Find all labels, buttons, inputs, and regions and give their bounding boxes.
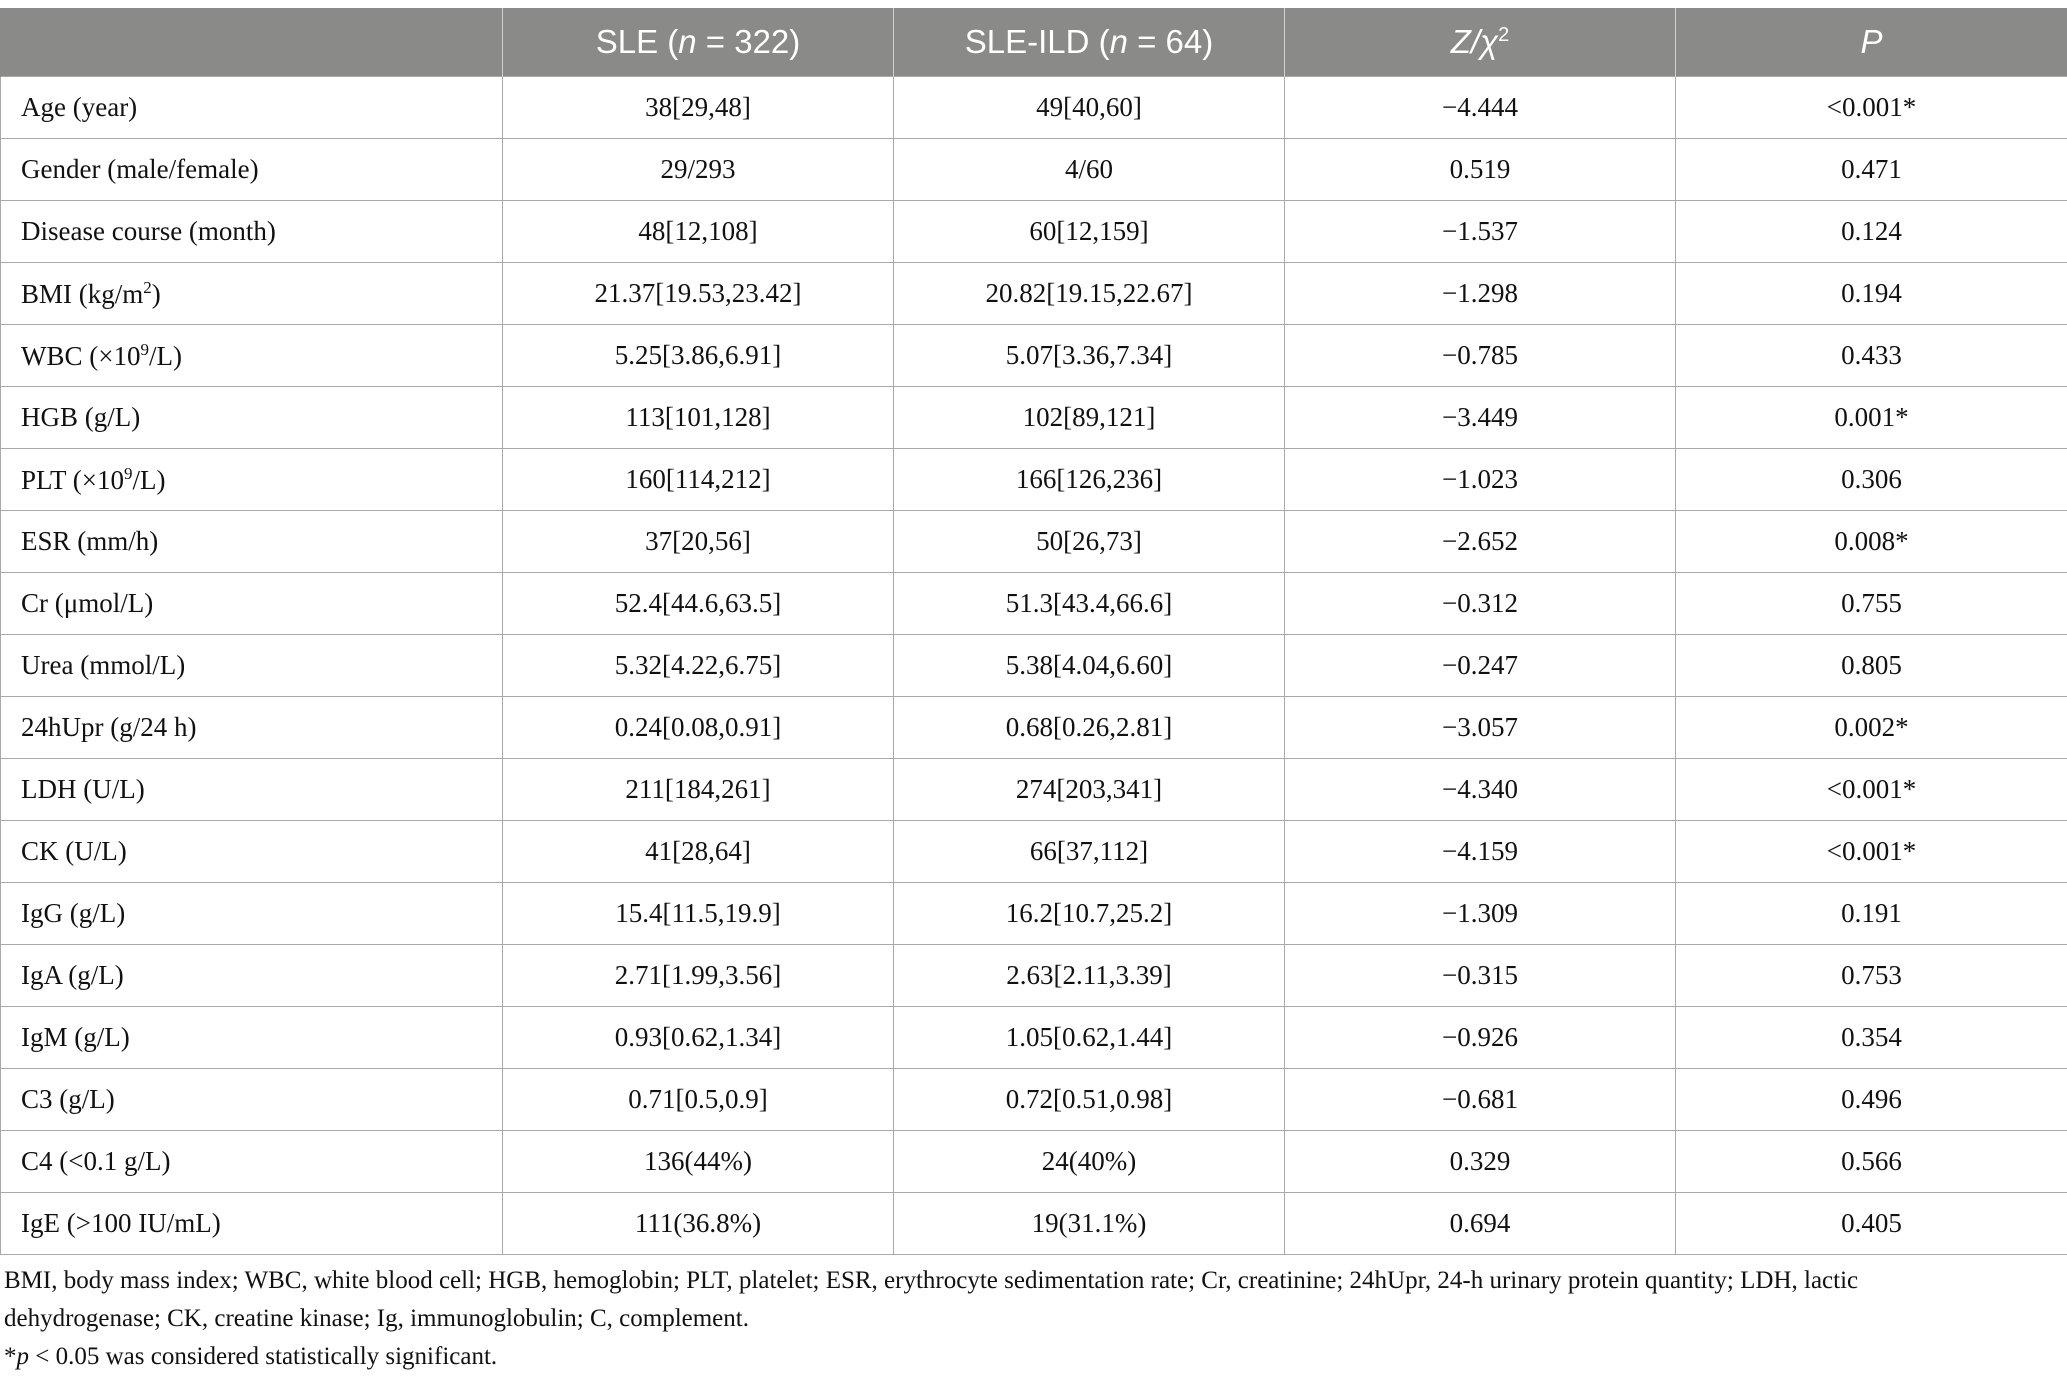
statistic-value: −0.315 (1285, 945, 1676, 1007)
sle-value: 21.37[19.53,23.42] (503, 263, 894, 325)
sle-value: 136(44%) (503, 1131, 894, 1193)
sle-ild-value: 0.68[0.26,2.81] (894, 697, 1285, 759)
row-label: IgM (g/L) (1, 1007, 503, 1069)
p-value: <0.001* (1676, 821, 2067, 883)
sle-ild-value: 24(40%) (894, 1131, 1285, 1193)
row-label: Gender (male/female) (1, 139, 503, 201)
abbreviations-note: BMI, body mass index; WBC, white blood cell; HGB, hemoglobin; PLT, platelet; ESR, erythrocyte sedimentation rate; Cr, creatinine; 24hUpr, 24-h urinary protein quantity; LDH, lactic dehydrogenase; CK, creatine kinase; Ig, immunoglobulin; C, complement. (4, 1267, 1859, 1332)
p-value: 0.433 (1676, 325, 2067, 387)
sle-value: 0.93[0.62,1.34] (503, 1007, 894, 1069)
sle-value: 48[12,108] (503, 201, 894, 263)
table-row (1, 201, 2067, 263)
sle-ild-value: 19(31.1%) (894, 1193, 1285, 1255)
sle-value: 2.71[1.99,3.56] (503, 945, 894, 1007)
p-value: 0.124 (1676, 201, 2067, 263)
statistic-value: −0.247 (1285, 635, 1676, 697)
table-row (1, 1193, 2067, 1255)
statistic-value: −1.023 (1285, 449, 1676, 511)
sle-ild-value: 1.05[0.62,1.44] (894, 1007, 1285, 1069)
p-value: 0.753 (1676, 945, 2067, 1007)
table-row (1, 883, 2067, 945)
table-row (1, 449, 2067, 511)
sle-ild-value: 2.63[2.11,3.39] (894, 945, 1285, 1007)
table-row (1, 1069, 2067, 1131)
sle-value: 5.25[3.86,6.91] (503, 325, 894, 387)
row-label: IgE (>100 IU/mL) (1, 1193, 503, 1255)
p-value: 0.001* (1676, 387, 2067, 449)
sle-value: 211[184,261] (503, 759, 894, 821)
statistic-value: −4.159 (1285, 821, 1676, 883)
sle-value: 5.32[4.22,6.75] (503, 635, 894, 697)
statistic-value: −2.652 (1285, 511, 1676, 573)
p-value: 0.805 (1676, 635, 2067, 697)
sle-ild-value: 5.07[3.36,7.34] (894, 325, 1285, 387)
sle-ild-value: 50[26,73] (894, 511, 1285, 573)
sle-value: 113[101,128] (503, 387, 894, 449)
row-label: IgG (g/L) (1, 883, 503, 945)
header-variable (1, 8, 503, 77)
header-row (1, 8, 2067, 77)
sle-value: 0.71[0.5,0.9] (503, 1069, 894, 1131)
table-row (1, 635, 2067, 697)
sle-ild-value: 20.82[19.15,22.67] (894, 263, 1285, 325)
statistic-value: −0.681 (1285, 1069, 1676, 1131)
table-footnotes (4, 1262, 2004, 1376)
sle-ild-value: 102[89,121] (894, 387, 1285, 449)
p-value: <0.001* (1676, 77, 2067, 139)
table-row (1, 1131, 2067, 1193)
row-label: LDH (U/L) (1, 759, 503, 821)
table-body (1, 77, 2067, 1255)
sle-value: 15.4[11.5,19.9] (503, 883, 894, 945)
sle-ild-value: 51.3[43.4,66.6] (894, 573, 1285, 635)
row-label: C3 (g/L) (1, 1069, 503, 1131)
statistic-value: −1.309 (1285, 883, 1676, 945)
statistic-value: −0.312 (1285, 573, 1676, 635)
table-row (1, 139, 2067, 201)
row-label: Urea (mmol/L) (1, 635, 503, 697)
sle-value: 52.4[44.6,63.5] (503, 573, 894, 635)
row-label: ESR (mm/h) (1, 511, 503, 573)
header-statistic: $Z/\chi^2$ (1285, 8, 1676, 77)
row-label: IgA (g/L) (1, 945, 503, 1007)
row-label: BMI $(kg/m^2)$ (1, 263, 503, 325)
sle-ild-value: 274[203,341] (894, 759, 1285, 821)
sle-ild-value: 5.38[4.04,6.60] (894, 635, 1285, 697)
row-label: Age (year) (1, 77, 503, 139)
statistic-value: −1.298 (1285, 263, 1676, 325)
header-sle: SLE (n = 322) (503, 8, 894, 77)
statistic-value: −1.537 (1285, 201, 1676, 263)
p-value: 0.496 (1676, 1069, 2067, 1131)
row-label: 24hUpr (g/24 h) (1, 697, 503, 759)
row-label: C4 (<0.1 g/L) (1, 1131, 503, 1193)
header-sle-ild: SLE-ILD (n = 64) (894, 8, 1285, 77)
p-value: 0.566 (1676, 1131, 2067, 1193)
sle-ild-value: 16.2[10.7,25.2] (894, 883, 1285, 945)
p-value: 0.405 (1676, 1193, 2067, 1255)
statistic-value: 0.519 (1285, 139, 1676, 201)
p-value: 0.755 (1676, 573, 2067, 635)
statistic-value: −3.057 (1285, 697, 1676, 759)
table-container (0, 8, 2067, 1255)
sle-value: 111(36.8%) (503, 1193, 894, 1255)
table-row (1, 573, 2067, 635)
table-row (1, 821, 2067, 883)
p-value: 0.002* (1676, 697, 2067, 759)
table-row (1, 77, 2067, 139)
table-row (1, 325, 2067, 387)
sle-ild-value: 66[37,112] (894, 821, 1285, 883)
table-row (1, 1007, 2067, 1069)
row-label: CK (U/L) (1, 821, 503, 883)
sle-value: 160[114,212] (503, 449, 894, 511)
sle-value: 29/293 (503, 139, 894, 201)
p-value: 0.194 (1676, 263, 2067, 325)
statistic-value: −3.449 (1285, 387, 1676, 449)
comparison-table (0, 8, 2067, 1255)
sle-value: 41[28,64] (503, 821, 894, 883)
sle-ild-value: 4/60 (894, 139, 1285, 201)
row-label: Disease course (month) (1, 201, 503, 263)
table-row (1, 511, 2067, 573)
table-row (1, 945, 2067, 1007)
sle-ild-value: 60[12,159] (894, 201, 1285, 263)
table-row (1, 759, 2067, 821)
table-row (1, 263, 2067, 325)
sle-ild-value: 0.72[0.51,0.98] (894, 1069, 1285, 1131)
statistic-value: 0.329 (1285, 1131, 1676, 1193)
p-value: 0.008* (1676, 511, 2067, 573)
statistic-value: −4.444 (1285, 77, 1676, 139)
p-value: 0.306 (1676, 449, 2067, 511)
sle-ild-value: 49[40,60] (894, 77, 1285, 139)
row-label: WBC $(\times 10^9/L)$ (1, 325, 503, 387)
row-label: Cr (μmol/L) (1, 573, 503, 635)
row-label: HGB (g/L) (1, 387, 503, 449)
p-value: <0.001* (1676, 759, 2067, 821)
sle-ild-value: 166[126,236] (894, 449, 1285, 511)
table-header (1, 8, 2067, 77)
sle-value: 38[29,48] (503, 77, 894, 139)
statistic-value: −0.926 (1285, 1007, 1676, 1069)
statistic-value: 0.694 (1285, 1193, 1676, 1255)
table-row (1, 697, 2067, 759)
p-value: 0.191 (1676, 883, 2067, 945)
statistic-value: −0.785 (1285, 325, 1676, 387)
header-p-value: P (1676, 8, 2067, 77)
row-label: PLT $(\times 10^9/L)$ (1, 449, 503, 511)
p-value: 0.471 (1676, 139, 2067, 201)
p-value: 0.354 (1676, 1007, 2067, 1069)
statistic-value: −4.340 (1285, 759, 1676, 821)
significance-note: *p < 0.05 was considered statistically significant. (4, 1343, 498, 1370)
sle-value: 0.24[0.08,0.91] (503, 697, 894, 759)
table-row (1, 387, 2067, 449)
sle-value: 37[20,56] (503, 511, 894, 573)
